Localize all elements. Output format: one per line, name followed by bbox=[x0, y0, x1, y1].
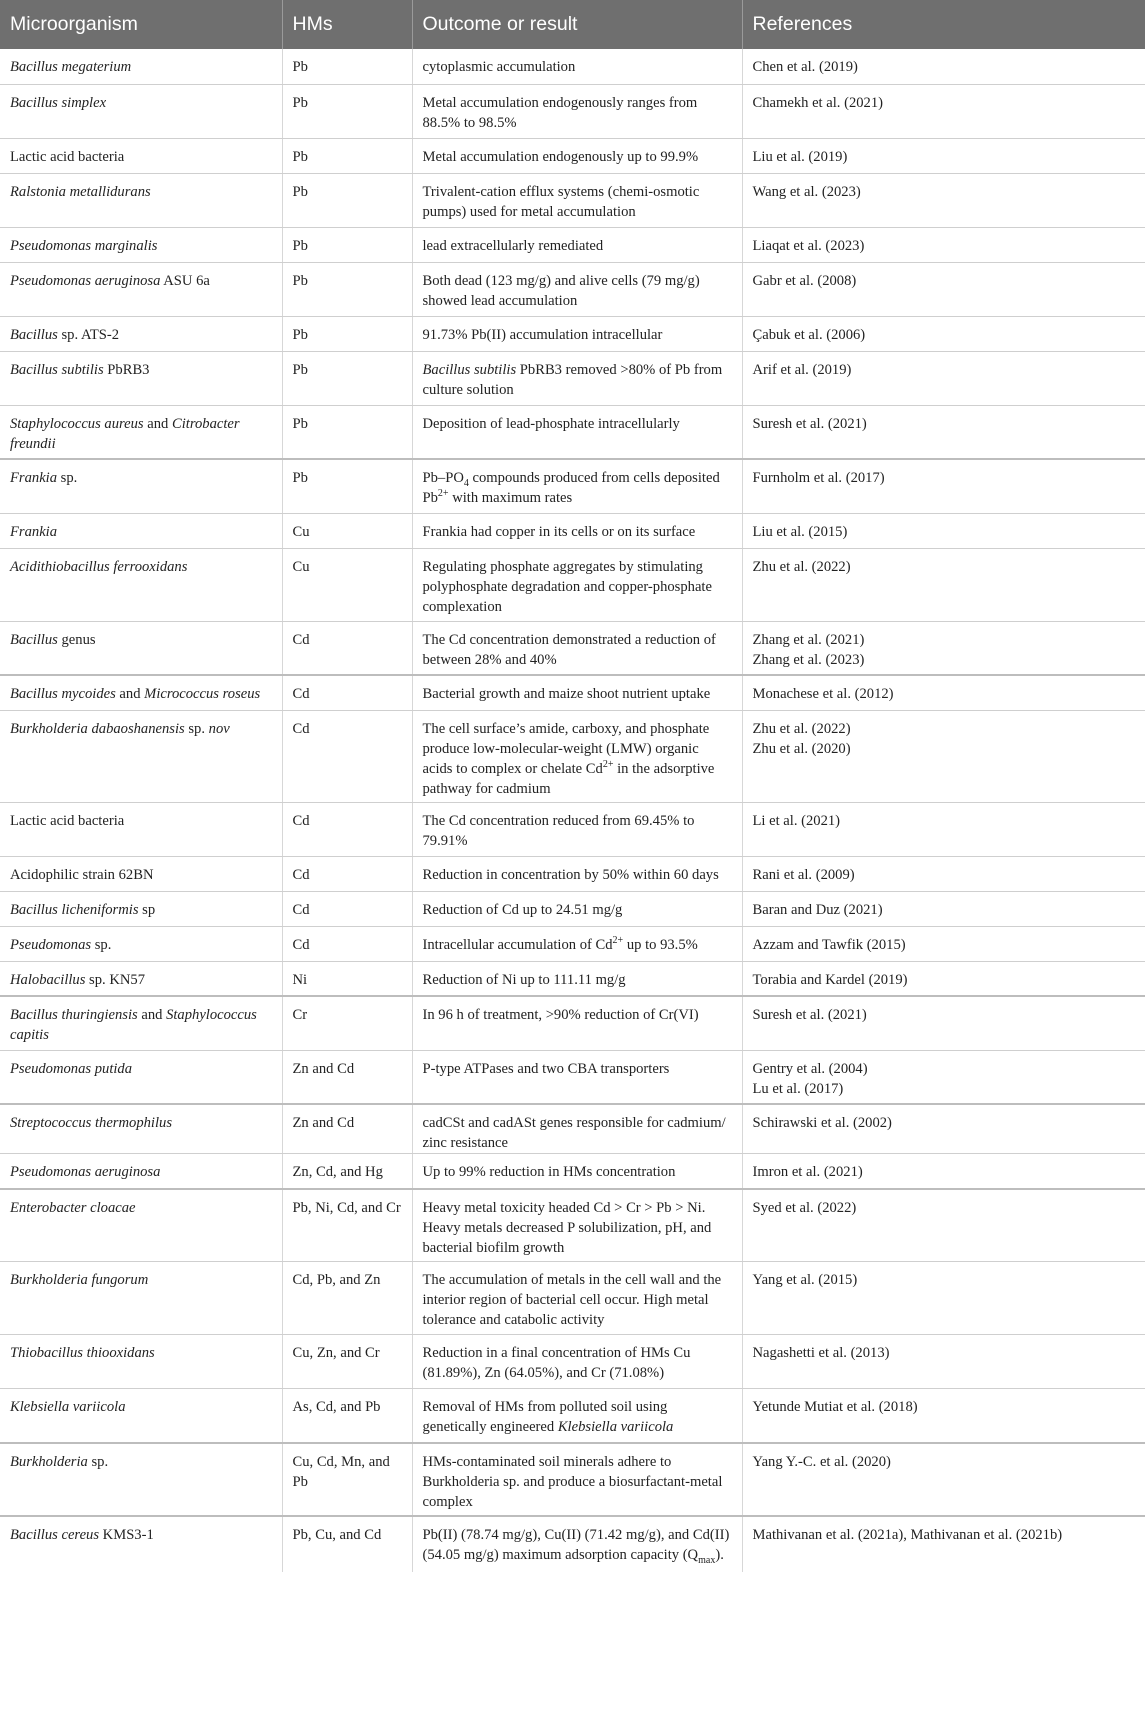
hms-cell: Pb, Cu, and Cd bbox=[282, 1516, 412, 1572]
microorganism-cell bbox=[0, 1050, 282, 1104]
microorganism-cell bbox=[0, 227, 282, 262]
reference-link[interactable]: Syed et al. (2022) bbox=[752, 1199, 857, 1216]
outcome-cell bbox=[412, 996, 742, 1050]
outcome-cell bbox=[412, 1262, 742, 1335]
reference-link[interactable]: Zhu et al. (2020) bbox=[752, 740, 851, 757]
text-segment: HMs-contaminated soil minerals adhere to Burkholderia sp. and produce a biosurfactant-metal complex bbox=[422, 1453, 723, 1510]
references-cell bbox=[742, 856, 1145, 891]
text-segment: Bacillus megaterium bbox=[10, 59, 132, 75]
text-segment: Pseudomonas bbox=[10, 936, 92, 953]
table-row bbox=[0, 802, 1145, 856]
microorganism-cell bbox=[0, 138, 282, 173]
references-cell bbox=[742, 710, 1145, 802]
references-cell bbox=[742, 513, 1145, 548]
reference-link[interactable]: Liu et al. (2015) bbox=[752, 523, 848, 540]
reference-link[interactable]: Zhang et al. (2023) bbox=[752, 651, 865, 668]
references-cell bbox=[742, 621, 1145, 675]
text-segment: 2+ bbox=[612, 934, 624, 946]
outcome-cell bbox=[412, 675, 742, 710]
outcome-cell bbox=[412, 316, 742, 351]
references-cell bbox=[742, 405, 1145, 459]
hms-cell: Zn, Cd, and Hg bbox=[282, 1154, 412, 1189]
text-segment: Bacterial growth and maize shoot nutrient uptake bbox=[422, 686, 711, 702]
table-header-row bbox=[0, 0, 1145, 49]
reference-link[interactable]: Liaqat et al. (2023) bbox=[752, 237, 865, 254]
text-segment: Staphylococcus capitis bbox=[10, 1007, 257, 1043]
microorganism-cell bbox=[0, 316, 282, 351]
references-cell bbox=[742, 891, 1145, 926]
outcome-cell bbox=[412, 227, 742, 262]
header-references: References bbox=[742, 0, 1145, 49]
text-segment: Klebsiella variicola bbox=[10, 1399, 126, 1415]
text-segment: Pseudomonas aeruginosa bbox=[10, 1164, 161, 1180]
references-cell bbox=[742, 49, 1145, 84]
references-cell bbox=[742, 316, 1145, 351]
hms-cell: Pb bbox=[282, 84, 412, 138]
text-segment: Intracellular accumulation of Cd bbox=[422, 936, 613, 953]
text-segment: sp bbox=[138, 901, 156, 918]
table-row bbox=[0, 1154, 1145, 1189]
reference-link[interactable]: Suresh et al. (2021) bbox=[752, 415, 867, 432]
outcome-cell bbox=[412, 926, 742, 961]
microorganism-cell bbox=[0, 1189, 282, 1262]
microorganism-cell bbox=[0, 1335, 282, 1389]
microorganism-cell bbox=[0, 1389, 282, 1443]
text-segment: Klebsiella variicola bbox=[557, 1419, 674, 1435]
microorganism-cell bbox=[0, 1262, 282, 1335]
references-cell bbox=[742, 675, 1145, 710]
reference-link[interactable]: Çabuk et al. (2006) bbox=[752, 326, 866, 343]
text-segment: The accumulation of metals in the cell wall and the interior region of bacterial cell occur. High metal tolerance and catabolic activity bbox=[422, 1272, 722, 1328]
text-segment: Metal accumulation endogenously up to 99.9% bbox=[422, 148, 699, 165]
references-cell bbox=[742, 1262, 1145, 1335]
text-segment: KMS3-1 bbox=[99, 1526, 154, 1543]
hms-cell: Cu, Cd, Mn, and Pb bbox=[282, 1443, 412, 1516]
text-segment: Bacillus bbox=[10, 326, 58, 343]
reference-link[interactable]: Furnholm et al. (2017) bbox=[752, 470, 885, 486]
reference-link[interactable]: Liu et al. (2019) bbox=[752, 148, 848, 165]
references-cell bbox=[742, 262, 1145, 316]
reference-link[interactable]: Suresh et al. (2021) bbox=[752, 1007, 867, 1023]
text-segment: Burkholderia bbox=[10, 1453, 88, 1470]
microorganism-cell bbox=[0, 710, 282, 802]
references-cell bbox=[742, 802, 1145, 856]
text-segment: Micrococcus roseus bbox=[144, 686, 261, 702]
reference-link[interactable]: Schirawski et al. (2002) bbox=[752, 1115, 892, 1131]
hms-cell: Zn and Cd bbox=[282, 1050, 412, 1104]
microorganism-cell bbox=[0, 802, 282, 856]
text-segment: PbRB3 removed >80% of Pb from culture solution bbox=[422, 361, 723, 398]
text-segment: lead extracellularly remediated bbox=[422, 237, 604, 254]
references-cell bbox=[742, 1335, 1145, 1389]
reference-link[interactable]: Yang Y.-C. et al. (2020) bbox=[752, 1453, 891, 1470]
table-row bbox=[0, 1104, 1145, 1154]
outcome-cell bbox=[412, 1050, 742, 1104]
outcome-cell bbox=[412, 405, 742, 459]
microorganism-cell bbox=[0, 1104, 282, 1154]
hms-cell: Cd, Pb, and Zn bbox=[282, 1262, 412, 1335]
reference-link[interactable]: Azzam and Tawfik (2015) bbox=[752, 936, 906, 953]
table-row bbox=[0, 459, 1145, 513]
reference-link[interactable]: Monachese et al. (2012) bbox=[752, 686, 894, 702]
text-segment: Frankia bbox=[10, 470, 58, 486]
table-row bbox=[0, 84, 1145, 138]
table-row bbox=[0, 1262, 1145, 1335]
text-segment: Removal of HMs from polluted soil using genetically engineered bbox=[422, 1399, 668, 1435]
text-segment: Staphylococcus aureus bbox=[10, 415, 144, 432]
reference-link[interactable]: Zhu et al. (2022) bbox=[752, 558, 851, 575]
table-row bbox=[0, 548, 1145, 621]
text-segment: Burkholderia fungorum bbox=[10, 1272, 149, 1288]
microorganism-cell bbox=[0, 459, 282, 513]
reference-link[interactable]: Imron et al. (2021) bbox=[752, 1164, 863, 1180]
references-cell bbox=[742, 351, 1145, 405]
hms-cell: Pb bbox=[282, 138, 412, 173]
reference-link[interactable]: Lu et al. (2017) bbox=[752, 1080, 844, 1097]
microorganism-cell bbox=[0, 351, 282, 405]
references-cell bbox=[742, 1104, 1145, 1154]
text-segment: Frankia had copper in its cells or on its surface bbox=[422, 523, 696, 540]
reference-link[interactable]: Li et al. (2021) bbox=[752, 812, 841, 829]
outcome-cell bbox=[412, 1104, 742, 1154]
text-segment: genus bbox=[57, 631, 96, 648]
hms-cell: Pb bbox=[282, 316, 412, 351]
text-segment: 2+ bbox=[437, 488, 449, 500]
table-row bbox=[0, 1189, 1145, 1262]
text-segment: cadCSt and cadASt genes responsible for cadmium/ zinc resistance bbox=[422, 1115, 726, 1151]
text-segment: in the adsorptive pathway for cadmium bbox=[422, 760, 715, 797]
text-segment: Bacillus bbox=[10, 631, 58, 648]
references-cell bbox=[742, 1050, 1145, 1104]
text-segment: Pseudomonas aeruginosa bbox=[10, 272, 161, 289]
hms-cell: Pb bbox=[282, 49, 412, 84]
references-cell bbox=[742, 1389, 1145, 1443]
text-segment: Lactic acid bacteria bbox=[10, 148, 125, 165]
references-cell bbox=[742, 459, 1145, 513]
text-segment: Reduction of Ni up to 111.11 mg/g bbox=[422, 971, 626, 988]
hms-cell: Ni bbox=[282, 961, 412, 996]
hms-cell: Pb bbox=[282, 262, 412, 316]
table-row bbox=[0, 49, 1145, 84]
microorganism-cell bbox=[0, 1154, 282, 1189]
reference-link[interactable]: Gabr et al. (2008) bbox=[752, 272, 857, 289]
table-row bbox=[0, 262, 1145, 316]
table-row bbox=[0, 961, 1145, 996]
text-segment: Burkholderia dabaoshanensis bbox=[10, 720, 185, 737]
table-row bbox=[0, 227, 1145, 262]
references-cell bbox=[742, 1154, 1145, 1189]
outcome-cell bbox=[412, 1154, 742, 1189]
text-segment: sp. bbox=[184, 720, 209, 737]
reference-link[interactable]: Zhu et al. (2022) bbox=[752, 720, 851, 737]
text-segment: Enterobacter cloacae bbox=[10, 1199, 136, 1216]
references-cell bbox=[742, 173, 1145, 227]
table-row bbox=[0, 1050, 1145, 1104]
table-row bbox=[0, 856, 1145, 891]
text-segment: Heavy metal toxicity headed Cd > Cr > Pb > Ni. Heavy metals decreased P solubilization, pH, and bacterial biofilm growth bbox=[422, 1199, 712, 1256]
header-outcome: Outcome or result bbox=[412, 0, 742, 49]
reference-link[interactable]: Torabia and Kardel (2019) bbox=[752, 971, 908, 988]
text-segment: 91.73% Pb(II) accumulation intracellular bbox=[422, 326, 663, 343]
text-segment: max bbox=[698, 1554, 716, 1566]
reference-link[interactable]: Rani et al. (2009) bbox=[752, 866, 855, 883]
reference-link[interactable]: Zhang et al. (2021) bbox=[752, 631, 865, 648]
microorganism-cell bbox=[0, 926, 282, 961]
text-segment: Acidithiobacillus ferrooxidans bbox=[10, 558, 188, 575]
text-segment: Regulating phosphate aggregates by stimulating polyphosphate degradation and copper-phosphate complexation bbox=[422, 558, 712, 615]
microorganism-cell bbox=[0, 84, 282, 138]
outcome-cell bbox=[412, 49, 742, 84]
text-segment: with maximum rates bbox=[448, 490, 573, 506]
outcome-cell bbox=[412, 1335, 742, 1389]
table-row bbox=[0, 316, 1145, 351]
references-cell bbox=[742, 84, 1145, 138]
table-row bbox=[0, 926, 1145, 961]
table-body bbox=[0, 49, 1145, 1572]
outcome-cell bbox=[412, 1189, 742, 1262]
microorganism-cell bbox=[0, 996, 282, 1050]
text-segment: Pb–PO bbox=[422, 470, 464, 486]
microorganism-cell bbox=[0, 621, 282, 675]
outcome-cell bbox=[412, 1389, 742, 1443]
hms-cell: Cu bbox=[282, 513, 412, 548]
text-segment: Thiobacillus thiooxidans bbox=[10, 1345, 155, 1361]
outcome-cell bbox=[412, 84, 742, 138]
text-segment: Acidophilic strain 62BN bbox=[10, 866, 154, 883]
text-segment: sp. bbox=[57, 470, 78, 486]
text-segment: Trivalent-cation efflux systems (chemi-osmotic pumps) used for metal accumulation bbox=[422, 183, 700, 220]
text-segment: Both dead (123 mg/g) and alive cells (79 mg/g) showed lead accumulation bbox=[422, 272, 700, 309]
references-cell bbox=[742, 548, 1145, 621]
hms-cell: Cd bbox=[282, 621, 412, 675]
microorganism-cell bbox=[0, 49, 282, 84]
reference-link[interactable]: Chen et al. (2019) bbox=[752, 59, 858, 75]
text-segment: sp. bbox=[87, 1453, 109, 1470]
table-row bbox=[0, 513, 1145, 548]
text-segment: sp. ATS-2 bbox=[57, 326, 120, 343]
reference-link[interactable]: Gentry et al. (2004) bbox=[752, 1060, 868, 1077]
text-segment: sp. bbox=[91, 936, 112, 953]
text-segment: Bacillus licheniformis bbox=[10, 901, 139, 918]
outcome-cell bbox=[412, 459, 742, 513]
hms-cell: Cd bbox=[282, 891, 412, 926]
outcome-cell bbox=[412, 548, 742, 621]
text-segment: Ralstonia metallidurans bbox=[10, 183, 151, 200]
table-row bbox=[0, 621, 1145, 675]
hms-cell: Pb bbox=[282, 173, 412, 227]
microorganism-cell bbox=[0, 173, 282, 227]
microorganism-cell bbox=[0, 961, 282, 996]
text-segment: Frankia bbox=[10, 523, 58, 540]
outcome-cell bbox=[412, 1516, 742, 1572]
microorganism-cell bbox=[0, 856, 282, 891]
outcome-cell bbox=[412, 802, 742, 856]
reference-link[interactable]: Wang et al. (2023) bbox=[752, 183, 861, 200]
references-cell bbox=[742, 227, 1145, 262]
references-cell bbox=[742, 1189, 1145, 1262]
text-segment: Up to 99% reduction in HMs concentration bbox=[422, 1164, 676, 1180]
text-segment: and bbox=[115, 686, 145, 702]
reference-link[interactable]: Chamekh et al. (2021) bbox=[752, 94, 883, 111]
table-row bbox=[0, 675, 1145, 710]
hms-cell: Cd bbox=[282, 710, 412, 802]
references-cell bbox=[742, 926, 1145, 961]
text-segment: compounds produced from cells deposited Pb bbox=[422, 470, 720, 506]
text-segment: P-type ATPases and two CBA transporters bbox=[422, 1060, 670, 1077]
text-segment: ). bbox=[715, 1546, 724, 1563]
hms-cell: Pb bbox=[282, 227, 412, 262]
hms-cell: Pb bbox=[282, 459, 412, 513]
text-segment: Streptococcus thermophilus bbox=[10, 1115, 172, 1131]
text-segment: ASU 6a bbox=[160, 272, 210, 289]
table-row bbox=[0, 891, 1145, 926]
table-row bbox=[0, 996, 1145, 1050]
outcome-cell bbox=[412, 891, 742, 926]
table-row bbox=[0, 710, 1145, 802]
hms-cell: Pb, Ni, Cd, and Cr bbox=[282, 1189, 412, 1262]
hms-cell: Cd bbox=[282, 675, 412, 710]
reference-link[interactable]: Mathivanan et al. (2021a), Mathivanan et al. (2021b) bbox=[752, 1526, 1063, 1543]
table-row bbox=[0, 1389, 1145, 1443]
reference-link[interactable]: Yetunde Mutiat et al. (2018) bbox=[752, 1399, 918, 1415]
outcome-cell bbox=[412, 351, 742, 405]
microorganism-cell bbox=[0, 891, 282, 926]
microorganism-cell bbox=[0, 1443, 282, 1516]
table-row bbox=[0, 138, 1145, 173]
text-segment: 4 bbox=[463, 477, 469, 489]
table-row bbox=[0, 1443, 1145, 1516]
text-segment: Reduction in a final concentration of HMs Cu (81.89%), Zn (64.05%), and Cr (71.08%) bbox=[422, 1345, 691, 1381]
outcome-cell bbox=[412, 1443, 742, 1516]
text-segment: nov bbox=[208, 720, 230, 737]
hms-cell: Pb bbox=[282, 405, 412, 459]
text-segment: Pseudomonas putida bbox=[10, 1060, 133, 1077]
hms-cell: Pb bbox=[282, 351, 412, 405]
text-segment: The Cd concentration reduced from 69.45% to 79.91% bbox=[422, 812, 695, 849]
outcome-cell bbox=[412, 856, 742, 891]
text-segment: Halobacillus bbox=[10, 971, 86, 988]
hms-cell: As, Cd, and Pb bbox=[282, 1389, 412, 1443]
hms-cell: Cd bbox=[282, 856, 412, 891]
references-cell bbox=[742, 961, 1145, 996]
text-segment: up to 93.5% bbox=[623, 936, 698, 953]
hms-cell: Cu bbox=[282, 548, 412, 621]
references-cell bbox=[742, 996, 1145, 1050]
text-segment: Metal accumulation endogenously ranges from 88.5% to 98.5% bbox=[422, 94, 698, 131]
text-segment: cytoplasmic accumulation bbox=[422, 59, 576, 75]
text-segment: Bacillus subtilis bbox=[10, 361, 104, 378]
hms-cell: Cr bbox=[282, 996, 412, 1050]
text-segment: The cell surface’s amide, carboxy, and phosphate produce low-molecular-weight (LMW) organic acids to complex or chelate Cd bbox=[422, 720, 710, 777]
text-segment: In 96 h of treatment, >90% reduction of Cr(VI) bbox=[422, 1007, 699, 1023]
outcome-cell bbox=[412, 262, 742, 316]
text-segment: Bacillus simplex bbox=[10, 94, 107, 111]
reference-link[interactable]: Arif et al. (2019) bbox=[752, 361, 852, 378]
outcome-cell bbox=[412, 961, 742, 996]
hms-cell: Cd bbox=[282, 926, 412, 961]
reference-link[interactable]: Nagashetti et al. (2013) bbox=[752, 1345, 890, 1361]
text-segment: Bacillus cereus bbox=[10, 1526, 100, 1543]
text-segment: Reduction in concentration by 50% within 60 days bbox=[422, 866, 719, 883]
microorganism-cell bbox=[0, 405, 282, 459]
table-row bbox=[0, 1516, 1145, 1572]
outcome-cell bbox=[412, 710, 742, 802]
text-segment: Pseudomonas marginalis bbox=[10, 237, 158, 254]
microorganism-cell bbox=[0, 675, 282, 710]
references-cell bbox=[742, 1443, 1145, 1516]
text-segment: Bacillus subtilis bbox=[422, 361, 517, 378]
text-segment: Pb(II) (78.74 mg/g), Cu(II) (71.42 mg/g), and Cd(II) (54.05 mg/g) maximum adsorption capacity (Q bbox=[422, 1526, 730, 1563]
text-segment: The Cd concentration demonstrated a reduction of between 28% and 40% bbox=[422, 631, 716, 668]
text-segment: PbRB3 bbox=[103, 361, 150, 378]
table-row bbox=[0, 1335, 1145, 1389]
references-cell bbox=[742, 1516, 1145, 1572]
text-segment: 2+ bbox=[602, 758, 614, 770]
text-segment: Bacillus mycoides bbox=[10, 686, 116, 702]
header-microorganism: Microorganism bbox=[10, 13, 138, 35]
hms-cell: Cu, Zn, and Cr bbox=[282, 1335, 412, 1389]
references-cell bbox=[742, 138, 1145, 173]
table-row bbox=[0, 405, 1145, 459]
header-hms: HMs bbox=[282, 0, 412, 49]
hms-cell: Cd bbox=[282, 802, 412, 856]
text-segment: Bacillus thuringiensis bbox=[10, 1007, 138, 1023]
table-row bbox=[0, 173, 1145, 227]
microorganism-cell bbox=[0, 513, 282, 548]
outcome-cell bbox=[412, 513, 742, 548]
microorganism-cell bbox=[0, 1516, 282, 1572]
outcome-cell bbox=[412, 173, 742, 227]
microorganism-cell bbox=[0, 548, 282, 621]
reference-link[interactable]: Baran and Duz (2021) bbox=[752, 901, 883, 918]
text-segment: and bbox=[143, 415, 172, 432]
microorganism-cell bbox=[0, 262, 282, 316]
text-segment: Deposition of lead-phosphate intracellularly bbox=[422, 415, 680, 432]
text-segment: sp. KN57 bbox=[85, 971, 145, 988]
reference-link[interactable]: Yang et al. (2015) bbox=[752, 1272, 858, 1288]
text-segment: Reduction of Cd up to 24.51 mg/g bbox=[422, 901, 623, 918]
text-segment: Lactic acid bacteria bbox=[10, 812, 125, 829]
hms-cell: Zn and Cd bbox=[282, 1104, 412, 1154]
text-segment: Citrobacter freundii bbox=[10, 415, 240, 452]
text-segment: and bbox=[137, 1007, 167, 1023]
table-row bbox=[0, 351, 1145, 405]
outcome-cell bbox=[412, 138, 742, 173]
outcome-cell bbox=[412, 621, 742, 675]
